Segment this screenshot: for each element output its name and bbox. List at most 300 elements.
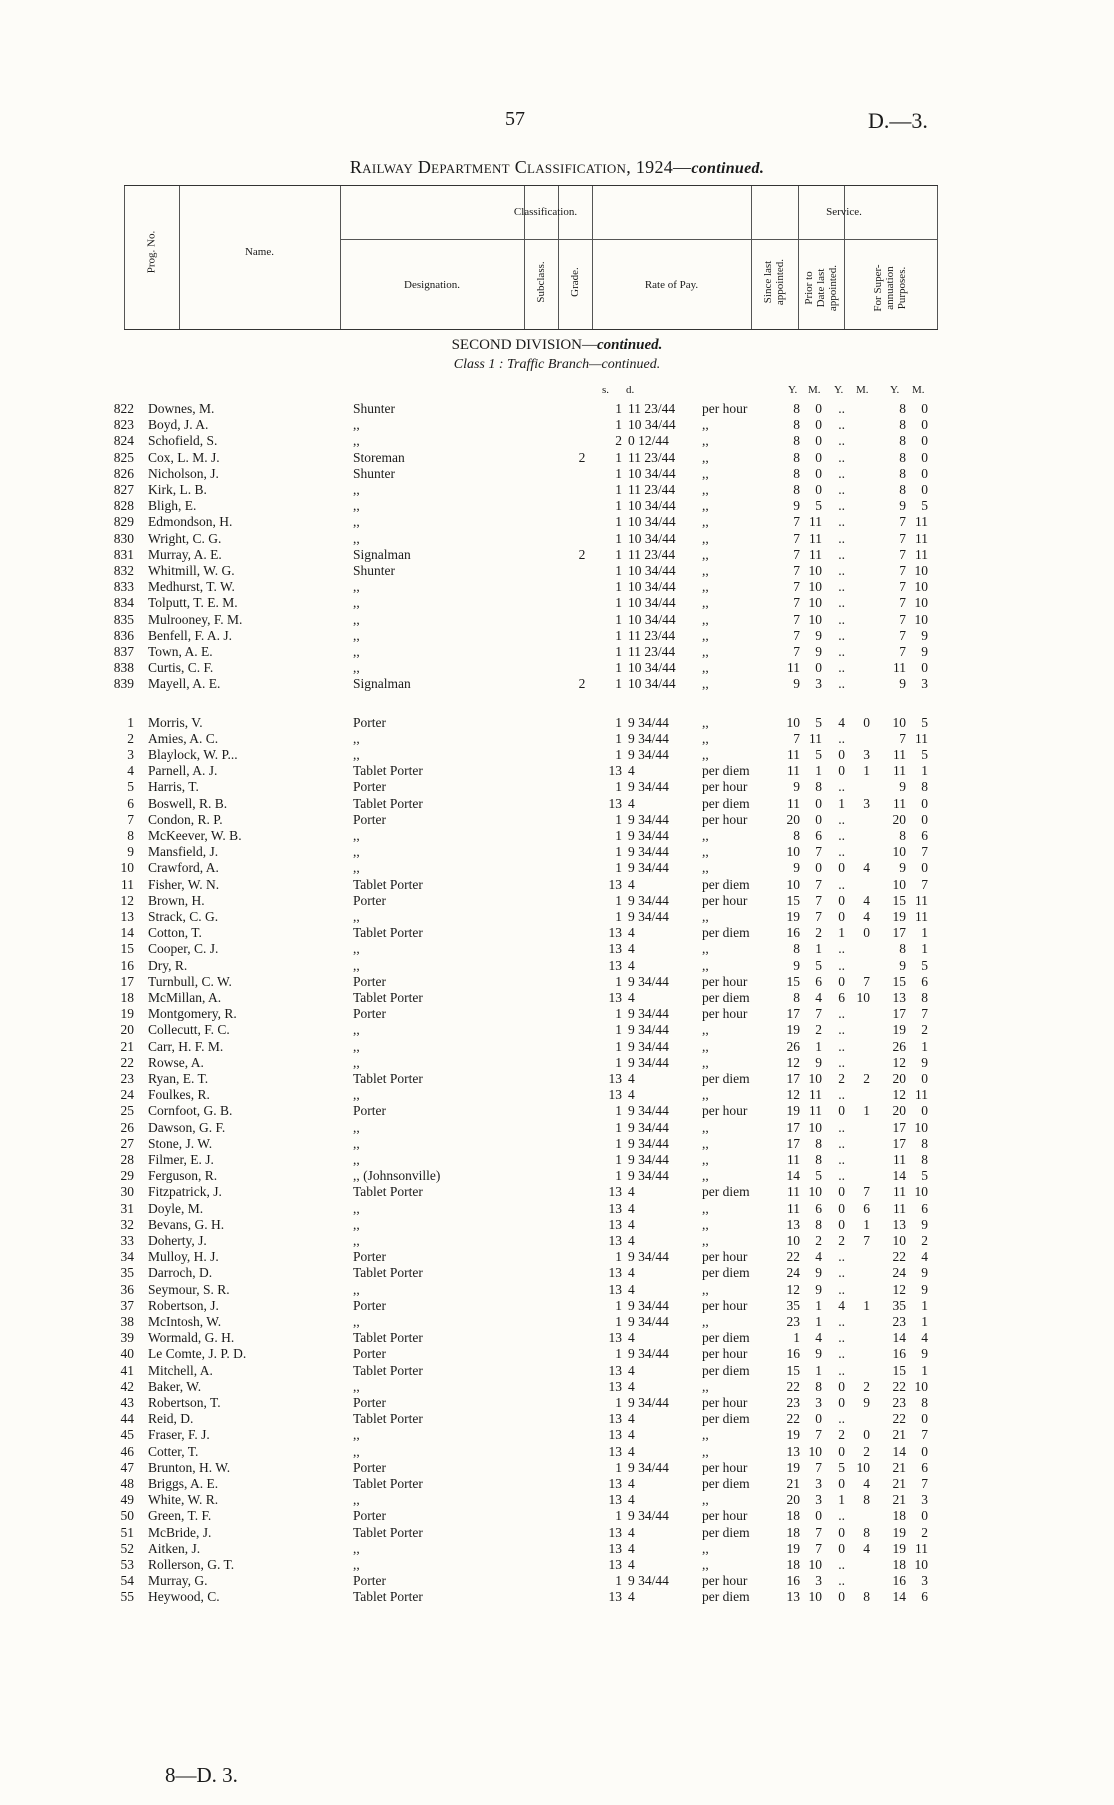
cell-designation: ,,: [353, 1038, 360, 1054]
cell-shillings: 1: [615, 714, 622, 730]
cell-pence: 9 34/44: [628, 1314, 669, 1329]
cell-prior-years: 4: [838, 1297, 845, 1313]
cell-since-years: 19: [786, 909, 800, 924]
cell-super-years: 19: [892, 1022, 906, 1038]
cell-prior-months: 1: [863, 1103, 870, 1119]
cell-since-years: 19: [786, 1540, 800, 1556]
cell-designation: Tablet Porter: [353, 925, 423, 941]
cell-prog-no: 834: [113, 595, 134, 611]
cell-subclass: 2: [578, 546, 586, 562]
cell-prior-years: 0: [838, 1524, 845, 1540]
cell-designation: ,,: [353, 498, 360, 514]
cell-rate-unit: ,,: [702, 1135, 709, 1151]
cell-pence: 4: [628, 1362, 635, 1378]
cell-since-months: 7: [815, 1540, 822, 1556]
cell-name: Fraser, F. J.: [148, 1427, 210, 1443]
cell-since-years: 11: [787, 795, 800, 811]
cell-name: Wright, C. G.: [148, 530, 222, 546]
cell-since-months: 6: [815, 828, 822, 843]
cell-pence: 4: [628, 876, 635, 892]
cell-since-years: 9: [793, 498, 800, 514]
header-designation: Designation.: [404, 279, 460, 291]
cell-prog-no: 833: [113, 579, 134, 595]
cell-super-months: 0: [921, 1411, 928, 1427]
cell-since-months: 3: [815, 676, 822, 692]
cell-name: Fisher, W. N.: [148, 876, 220, 892]
section-subtitle: Class 1 : Traffic Branch—continued.: [453, 357, 661, 372]
cell-name: Bligh, E.: [148, 498, 197, 514]
cell-name: McKeever, W. B.: [148, 828, 242, 843]
cell-shillings: 13: [608, 1265, 622, 1281]
cell-prior-years: ..: [838, 514, 845, 530]
cell-name: Mulrooney, F. M.: [148, 611, 243, 627]
cell-shillings: 1: [615, 1346, 622, 1362]
cell-prog-no: 47: [120, 1459, 134, 1475]
cell-pence: 9 34/44: [628, 1297, 669, 1313]
cell-super-years: 17: [892, 925, 906, 941]
cell-since-months: 8: [815, 1135, 822, 1151]
cell-rate-unit: per diem: [702, 990, 750, 1005]
cell-super-years: 10: [892, 714, 906, 730]
cell-designation: Tablet Porter: [353, 1524, 423, 1540]
cell-prior-months: 6: [863, 1200, 870, 1216]
cell-name: White, W. R.: [148, 1492, 219, 1508]
cell-shillings: 1: [615, 892, 622, 908]
cell-pence: 4: [628, 1476, 635, 1491]
cell-prior-years: 0: [838, 860, 845, 876]
cell-super-years: 17: [892, 1135, 906, 1151]
cell-pence: 9 34/44: [628, 1054, 669, 1070]
cell-pence: 10 34/44: [628, 465, 676, 481]
cell-shillings: 13: [608, 1362, 622, 1378]
cell-prog-no: 827: [113, 482, 134, 497]
header-grade: Grade.: [569, 267, 581, 297]
cell-rate-unit: per hour: [702, 811, 748, 827]
cell-super-months: 0: [921, 465, 928, 481]
cell-pence: 9 34/44: [628, 1346, 669, 1362]
cell-rate-unit: ,,: [702, 660, 709, 676]
cell-super-years: 12: [892, 1054, 906, 1070]
cell-super-months: 11: [915, 514, 928, 530]
cell-since-months: 0: [815, 795, 822, 811]
cell-super-years: 22: [892, 1378, 906, 1394]
cell-prog-no: 21: [120, 1038, 134, 1054]
cell-rate-unit: ,,: [702, 1443, 709, 1459]
cell-name: Tolputt, T. E. M.: [148, 595, 238, 611]
cell-prior-years: ..: [838, 1281, 845, 1297]
cell-pence: 9 34/44: [628, 1395, 669, 1410]
cell-designation: Porter: [353, 1249, 386, 1265]
cell-since-months: 9: [815, 1346, 822, 1362]
cell-pence: 4: [628, 1378, 635, 1394]
cell-super-years: 13: [892, 1216, 906, 1232]
cell-since-years: 24: [786, 1265, 800, 1281]
cell-since-years: 7: [793, 627, 800, 643]
cell-super-years: 26: [892, 1038, 906, 1054]
cell-prior-years: ..: [838, 779, 845, 795]
cell-super-years: 21: [892, 1459, 906, 1475]
cell-rate-unit: per diem: [702, 1362, 750, 1378]
cell-since-months: 9: [815, 1281, 822, 1297]
cell-designation: ,,: [353, 1378, 360, 1394]
cell-prog-no: 32: [120, 1216, 134, 1232]
cell-shillings: 13: [608, 1071, 622, 1086]
cell-name: Edmondson, H.: [148, 514, 233, 530]
cell-super-years: 21: [892, 1492, 906, 1508]
cell-prog-no: 46: [120, 1443, 134, 1459]
cell-designation: Porter: [353, 714, 386, 730]
cell-prior-years: ..: [838, 828, 845, 843]
cell-rate-unit: ,,: [702, 1216, 709, 1232]
cell-designation: ,,: [353, 482, 360, 497]
cell-since-months: 11: [809, 546, 822, 562]
cell-shillings: 13: [608, 876, 622, 892]
cell-super-months: 2: [921, 1022, 928, 1038]
cell-super-years: 19: [892, 909, 906, 924]
cell-prior-years: 0: [838, 1184, 845, 1200]
cell-prior-months: 1: [863, 763, 870, 779]
cell-prior-years: 2: [838, 1233, 845, 1248]
cell-name: Whitmill, W. G.: [148, 563, 235, 578]
cell-super-years: 23: [892, 1314, 906, 1329]
cell-super-months: 0: [921, 433, 928, 449]
cell-prog-no: 42: [120, 1378, 134, 1394]
cell-designation: ,,: [353, 1200, 360, 1216]
cell-designation: Porter: [353, 1395, 386, 1410]
cell-since-months: 10: [808, 563, 822, 578]
cell-since-months: 8: [815, 1378, 822, 1394]
cell-super-years: 14: [892, 1168, 906, 1184]
cell-since-years: 15: [786, 973, 800, 989]
cell-super-months: 5: [921, 714, 928, 730]
cell-pence: 9 34/44: [628, 730, 669, 746]
cell-shillings: 13: [608, 1476, 622, 1491]
cell-shillings: 1: [615, 660, 622, 676]
cell-pence: 4: [628, 1281, 635, 1297]
table-header: [124, 185, 938, 330]
cell-since-months: 0: [815, 860, 822, 876]
cell-since-years: 16: [786, 925, 800, 941]
cell-prior-years: ..: [838, 1054, 845, 1070]
cell-pence: 9 34/44: [628, 1459, 669, 1475]
cell-name: Wormald, G. H.: [148, 1330, 235, 1346]
cell-shillings: 13: [608, 1087, 622, 1103]
cell-super-months: 4: [921, 1330, 928, 1346]
cell-prior-months: 4: [863, 1540, 870, 1556]
cell-pence: 9 34/44: [628, 1249, 669, 1265]
cell-since-years: 22: [786, 1378, 800, 1394]
cell-since-years: 7: [793, 730, 800, 746]
cell-pence: 9 34/44: [628, 779, 669, 795]
cell-super-months: 10: [914, 595, 928, 611]
cell-shillings: 13: [608, 1492, 622, 1508]
cell-prior-years: ..: [838, 579, 845, 595]
cell-name: Mulloy, H. J.: [148, 1249, 219, 1265]
cell-since-years: 7: [793, 595, 800, 611]
cell-super-months: 0: [921, 449, 928, 465]
cell-super-months: 0: [921, 660, 928, 676]
cell-prog-no: 50: [120, 1508, 134, 1524]
cell-shillings: 13: [608, 1411, 622, 1427]
cell-shillings: 1: [615, 1119, 622, 1135]
cell-shillings: 1: [615, 465, 622, 481]
cell-since-months: 11: [809, 1103, 822, 1119]
cell-designation: ,,: [353, 1492, 360, 1508]
cell-designation: ,,: [353, 1314, 360, 1329]
cell-rate-unit: ,,: [702, 417, 709, 433]
cell-since-years: 14: [786, 1168, 800, 1184]
cell-shillings: 13: [608, 1557, 622, 1572]
cell-name: Robertson, T.: [148, 1395, 221, 1410]
cell-since-months: 7: [815, 876, 822, 892]
cell-name: Benfell, F. A. J.: [148, 627, 233, 643]
cell-name: Rowse, A.: [148, 1054, 204, 1070]
cell-prior-months: 2: [863, 1071, 870, 1086]
cell-designation: ,,: [353, 1233, 360, 1248]
cell-designation: Tablet Porter: [353, 1411, 423, 1427]
cell-prior-years: 6: [838, 990, 845, 1005]
cell-since-years: 9: [793, 957, 800, 973]
cell-rate-unit: ,,: [702, 730, 709, 746]
cell-prior-years: ..: [838, 1168, 845, 1184]
cell-super-months: 2: [921, 1524, 928, 1540]
cell-since-years: 7: [793, 644, 800, 659]
cell-since-months: 0: [815, 465, 822, 481]
cell-prog-no: 10: [120, 860, 134, 876]
cell-prior-years: 0: [838, 1589, 845, 1605]
cell-since-months: 0: [815, 811, 822, 827]
cell-super-years: 14: [892, 1589, 906, 1605]
cell-subclass: 2: [578, 449, 586, 465]
cell-super-years: 20: [892, 1103, 906, 1119]
cell-super-months: 6: [921, 1459, 928, 1475]
cell-prior-years: ..: [838, 1346, 845, 1362]
cell-name: Rollerson, G. T.: [148, 1557, 235, 1572]
cell-prior-years: ..: [838, 417, 845, 433]
cell-name: Mitchell, A.: [148, 1362, 213, 1378]
cell-designation: ,,: [353, 957, 360, 973]
cell-super-years: 11: [893, 763, 906, 779]
cell-since-years: 35: [786, 1297, 800, 1313]
footer-reference: 8—D. 3.: [165, 1763, 238, 1787]
cell-since-months: 0: [815, 449, 822, 465]
cell-prog-no: 51: [120, 1524, 134, 1540]
cell-since-months: 9: [815, 644, 822, 659]
cell-prior-months: 2: [863, 1443, 870, 1459]
cell-shillings: 13: [608, 941, 622, 957]
cell-designation: ,,: [353, 595, 360, 611]
header-name: Name.: [244, 246, 274, 258]
header-prior-appointed: Prior to Date last appointed.: [803, 264, 839, 312]
cell-rate-unit: per diem: [702, 763, 750, 779]
cell-since-years: 17: [786, 1135, 800, 1151]
cell-name: Stone, J. W.: [148, 1135, 213, 1151]
cell-rate-unit: ,,: [702, 1378, 709, 1394]
cell-since-years: 19: [786, 1459, 800, 1475]
cell-shillings: 1: [615, 1249, 622, 1265]
cell-super-months: 7: [921, 1476, 928, 1491]
cell-pence: 4: [628, 1233, 635, 1248]
cell-super-months: 11: [915, 909, 928, 924]
cell-super-years: 9: [899, 676, 906, 692]
cell-pence: 10 34/44: [628, 530, 676, 546]
cell-shillings: 13: [608, 1540, 622, 1556]
cell-since-years: 9: [793, 779, 800, 795]
cell-prog-no: 8: [127, 828, 134, 843]
cell-super-months: 10: [914, 1184, 928, 1200]
cell-since-months: 10: [808, 1071, 822, 1086]
cell-prog-no: 2: [127, 730, 134, 746]
cell-pence: 4: [628, 957, 635, 973]
cell-since-months: 8: [815, 779, 822, 795]
cell-prog-no: 828: [113, 498, 134, 514]
cell-rate-unit: per diem: [702, 1184, 750, 1200]
cell-super-years: 16: [892, 1346, 906, 1362]
cell-shillings: 1: [615, 1006, 622, 1022]
cell-super-years: 14: [892, 1443, 906, 1459]
cell-since-months: 1: [815, 941, 822, 957]
cell-shillings: 13: [608, 1427, 622, 1443]
cell-prog-no: 36: [120, 1281, 134, 1297]
cell-rate-unit: ,,: [702, 1281, 709, 1297]
cell-rate-unit: per hour: [702, 1508, 748, 1524]
cell-super-years: 11: [893, 1200, 906, 1216]
cell-pence: 4: [628, 1184, 635, 1200]
cell-designation: ,,: [353, 1119, 360, 1135]
cell-prog-no: 825: [113, 449, 134, 465]
cell-rate-unit: ,,: [702, 1427, 709, 1443]
cell-designation: Porter: [353, 779, 386, 795]
cell-prior-years: ..: [838, 876, 845, 892]
cell-designation: ,,: [353, 660, 360, 676]
cell-super-months: 10: [914, 579, 928, 595]
cell-rate-unit: per hour: [702, 1249, 748, 1265]
cell-prior-years: ..: [838, 844, 845, 860]
page-title: [0, 157, 1114, 178]
cell-since-months: 7: [815, 892, 822, 908]
cell-rate-unit: per hour: [702, 1297, 748, 1313]
cell-prior-years: ..: [838, 595, 845, 611]
cell-prog-no: 22: [120, 1054, 134, 1070]
cell-super-months: 5: [921, 747, 928, 762]
header-prog-no: Prog. No.: [145, 230, 158, 274]
cell-since-years: 19: [786, 1022, 800, 1038]
cell-since-years: 15: [786, 1362, 800, 1378]
cell-since-months: 9: [815, 1265, 822, 1281]
cell-designation: Signalman: [353, 546, 411, 562]
cell-subclass: 2: [578, 676, 586, 692]
cell-prior-years: 0: [838, 1540, 845, 1556]
cell-designation: Storeman: [353, 449, 405, 465]
cell-name: Murray, A. E.: [148, 546, 222, 562]
cell-designation: Tablet Porter: [353, 1362, 423, 1378]
cell-since-months: 0: [815, 482, 822, 497]
cell-super-months: 10: [914, 563, 928, 578]
cell-name: Boyd, J. A.: [148, 417, 209, 433]
cell-since-years: 7: [793, 611, 800, 627]
cell-rate-unit: ,,: [702, 1314, 709, 1329]
cell-prior-years: ..: [838, 1265, 845, 1281]
cell-rate-unit: per diem: [702, 1411, 750, 1427]
cell-pence: 4: [628, 1411, 635, 1427]
cell-since-years: 11: [787, 747, 800, 762]
cell-super-months: 6: [921, 1200, 928, 1216]
cell-shillings: 1: [615, 563, 622, 578]
cell-designation: ,,: [353, 1540, 360, 1556]
cell-prog-no: 831: [113, 546, 134, 562]
cell-prior-years: ..: [838, 957, 845, 973]
cell-super-months: 11: [915, 1540, 928, 1556]
cell-super-years: 24: [892, 1265, 906, 1281]
cell-super-months: 9: [921, 1346, 928, 1362]
cell-super-years: 8: [899, 401, 906, 416]
cell-name: Cooper, C. J.: [148, 941, 219, 957]
cell-prog-no: 48: [120, 1476, 134, 1491]
cell-super-years: 22: [892, 1411, 906, 1427]
cell-since-years: 17: [786, 1119, 800, 1135]
cell-since-years: 15: [786, 892, 800, 908]
cell-pence: 4: [628, 1330, 635, 1346]
cell-since-years: 7: [793, 530, 800, 546]
cell-prior-years: ..: [838, 1314, 845, 1329]
cell-designation: Porter: [353, 892, 386, 908]
cell-pence: 4: [628, 1265, 635, 1281]
cell-super-months: 4: [921, 1249, 928, 1265]
cell-pence: 9 34/44: [628, 1508, 669, 1524]
cell-super-months: 10: [914, 1378, 928, 1394]
cell-prior-years: ..: [838, 644, 845, 659]
cell-rate-unit: ,,: [702, 465, 709, 481]
cell-pence: 10 34/44: [628, 676, 676, 692]
cell-designation: ,,: [353, 514, 360, 530]
page-number: 57: [505, 108, 525, 130]
cell-since-years: 12: [786, 1054, 800, 1070]
cell-prog-no: 15: [120, 941, 134, 957]
cell-designation: Tablet Porter: [353, 1330, 423, 1346]
cell-prior-years: ..: [838, 498, 845, 514]
cell-prior-years: ..: [838, 730, 845, 746]
cell-prior-years: ..: [838, 1573, 845, 1589]
cell-name: Mayell, A. E.: [148, 676, 221, 692]
cell-prog-no: 52: [120, 1540, 134, 1556]
cell-super-years: 9: [899, 498, 906, 514]
cell-shillings: 1: [615, 1573, 622, 1589]
cell-since-years: 8: [793, 417, 800, 433]
cell-rate-unit: ,,: [702, 676, 709, 692]
cell-prog-no: 55: [120, 1589, 134, 1605]
cell-name: Seymour, S. R.: [148, 1281, 230, 1297]
cell-prior-months: 7: [863, 1233, 870, 1248]
cell-pence: 4: [628, 941, 635, 957]
cell-super-years: 8: [899, 449, 906, 465]
cell-prior-years: 1: [838, 1492, 845, 1508]
cell-super-years: 15: [892, 1362, 906, 1378]
cell-shillings: 13: [608, 1216, 622, 1232]
cell-super-months: 7: [921, 844, 928, 860]
cell-prog-no: 836: [113, 627, 134, 643]
cell-name: Murray, G.: [148, 1573, 208, 1589]
cell-since-months: 0: [815, 1508, 822, 1524]
cell-super-years: 11: [893, 795, 906, 811]
cell-super-months: 1: [921, 925, 928, 941]
cell-rate-unit: ,,: [702, 627, 709, 643]
cell-designation: ,,: [353, 941, 360, 957]
cell-prog-no: 822: [113, 401, 134, 416]
cell-pence: 4: [628, 1524, 635, 1540]
cell-designation: ,,: [353, 1281, 360, 1297]
cell-since-months: 0: [815, 1411, 822, 1427]
cell-designation: ,,: [353, 1427, 360, 1443]
